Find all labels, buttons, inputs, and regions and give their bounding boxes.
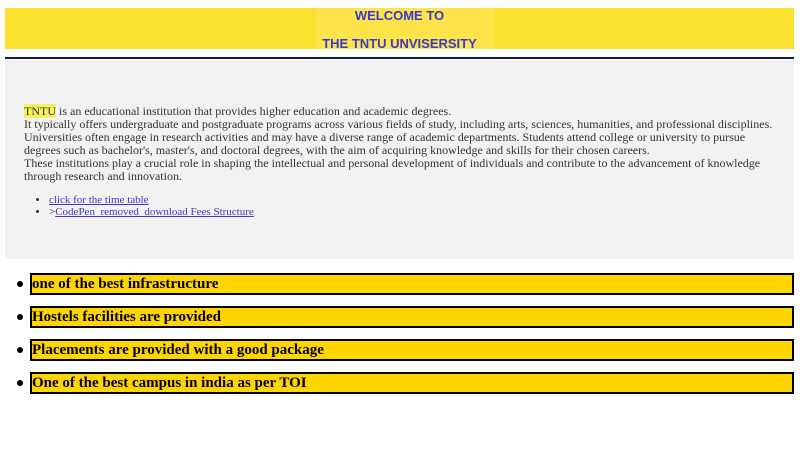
intro-paragraph	[24, 105, 784, 183]
intro-line-2: It typically offers undergraduate and postgraduate programs across various fields of study, including arts, sciences, humanities, and professional disciplines.	[24, 117, 773, 131]
banner-welcome-text: WELCOME TO	[354, 8, 445, 23]
feature-item: One of the best campus in india as per TOI	[30, 372, 794, 394]
welcome-banner	[5, 8, 794, 49]
intro-section	[5, 60, 794, 259]
link-prefix: >	[49, 206, 56, 218]
intro-line-3: Universities often engage in research activities and may have a diverse range of academic departments. Students attend college or university to pursue degrees such as bachelor's, master's, and doctoral degrees, with the aim of acquiring knowledge and skills for their chosen careers.	[24, 130, 746, 157]
bullet-icon	[17, 380, 23, 386]
list-item	[49, 206, 254, 218]
banner-university-name: THE TNTU UNVISERSITY	[322, 36, 477, 51]
timetable-link[interactable]: click for the time table	[49, 194, 149, 206]
intro-line-1: is an educational institution that provides higher education and academic degrees.	[56, 104, 452, 118]
fees-structure-link[interactable]: CodePen_removed_download Fees Structure	[55, 206, 254, 218]
feature-item: one of the best infrastructure	[30, 273, 794, 295]
links-list	[24, 194, 254, 218]
bullet-icon	[17, 281, 23, 287]
feature-item: Placements are provided with a good package	[30, 339, 794, 361]
bullet-icon	[17, 347, 23, 353]
bullet-icon	[17, 314, 23, 320]
divider-line	[5, 57, 794, 59]
university-name-highlight: TNTU	[24, 104, 56, 118]
list-item	[49, 194, 254, 206]
feature-item: Hostels facilities are provided	[30, 306, 794, 328]
intro-line-4: These institutions play a crucial role in shaping the intellectual and personal development of individuals and contribute to the advancement of knowledge through research and innovation.	[24, 156, 761, 183]
